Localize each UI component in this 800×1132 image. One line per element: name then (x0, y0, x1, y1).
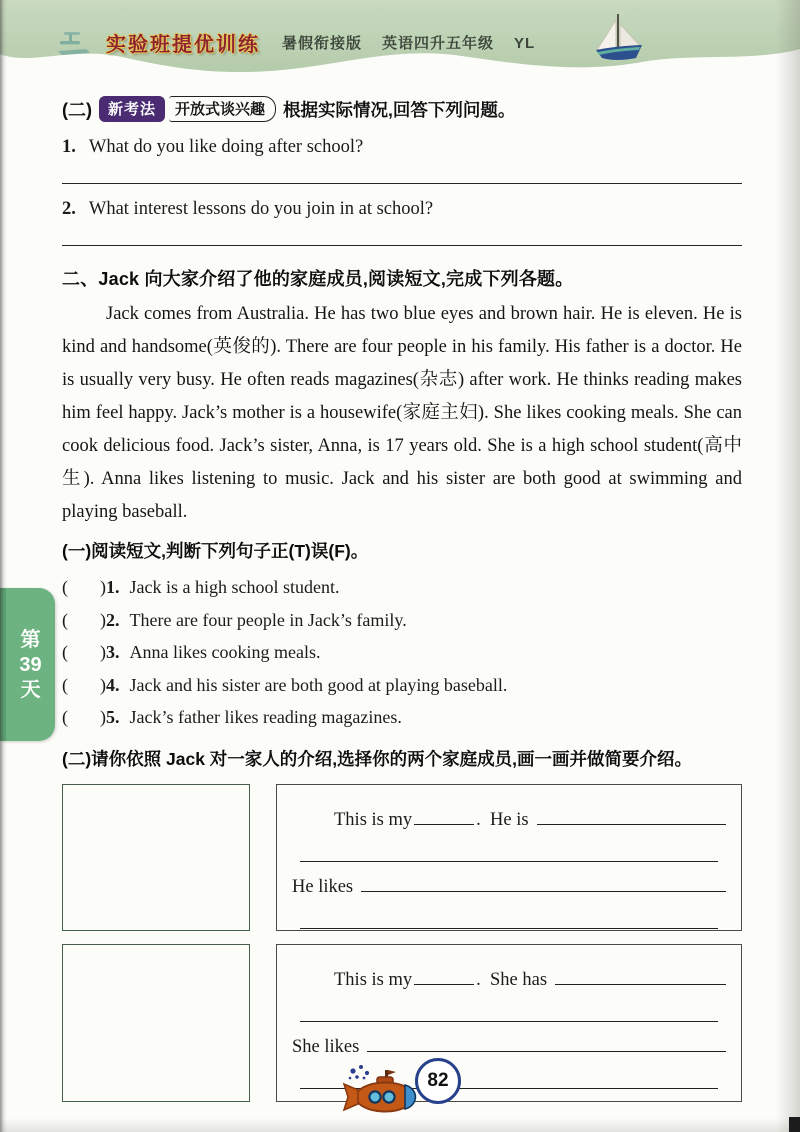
photo-edge-left (0, 0, 7, 1132)
card-likes-label: She likes (292, 1036, 360, 1057)
tf-item-2 (62, 604, 742, 637)
tf-text: Jack’s father likes reading magazines. (129, 707, 402, 727)
version-label: YL (514, 35, 536, 52)
answer-line-1 (62, 183, 742, 184)
question-text: What do you like doing after school? (88, 137, 364, 157)
question-text: What interest lessons do you join in at school? (88, 199, 434, 219)
fill-line (300, 861, 718, 862)
tf-number: 1. (106, 577, 120, 597)
new-method-badge: 新考法 (99, 96, 165, 122)
tf-item-5 (62, 701, 742, 734)
tf-number: 4. (106, 674, 120, 695)
answer-line-2 (62, 245, 742, 246)
card-sentence-mid: . He is (476, 809, 529, 830)
card-likes-label: He likes (292, 876, 354, 897)
fill-blank (367, 1032, 726, 1052)
tf-number: 3. (106, 642, 120, 662)
question-1 (62, 137, 742, 158)
page-footer (0, 1062, 800, 1114)
card-sentence-start: This is my (334, 969, 413, 990)
card-sentence-start: This is my (334, 809, 413, 830)
family-card-1 (62, 784, 742, 931)
fill-line (300, 928, 718, 929)
page-number: 82 (427, 1070, 449, 1091)
section-instruction: 根据实际情况,回答下列问题。 (283, 99, 516, 120)
question-2 (62, 199, 742, 220)
tf-answer-blank: ( ) (62, 674, 106, 695)
page-bottom-shadow (0, 1118, 800, 1132)
fill-blank (537, 805, 726, 825)
open-question-header (62, 96, 742, 122)
section-label: (二) (62, 100, 92, 120)
draw-task-heading: (二)请你依照 Jack 对一家人的介绍,选择你的两个家庭成员,画一画并做简要介绍。 (62, 748, 693, 769)
fill-blank (555, 965, 726, 985)
tf-text: Anna likes cooking meals. (129, 642, 321, 662)
tf-item-4 (62, 669, 742, 702)
page-content (0, 96, 800, 1102)
edition-label: 暑假衔接版 (282, 35, 363, 52)
tf-answer-blank: ( ) (62, 642, 106, 662)
tf-number: 2. (106, 609, 120, 630)
day-tab-text: 天 (20, 678, 41, 701)
drawing-box-1 (62, 784, 250, 931)
tf-text: Jack and his sister are both good at playing baseball. (129, 674, 508, 695)
fill-line (300, 1021, 718, 1022)
day-tab-number: 39 (19, 653, 42, 676)
day-tab-text: 第 (20, 628, 41, 651)
tf-text: Jack is a high school student. (129, 577, 340, 597)
day-39-tab (0, 588, 55, 741)
photo-corner-mark (789, 1117, 800, 1132)
page-number-badge (415, 1058, 461, 1104)
true-false-list (62, 571, 742, 734)
true-false-heading: (一)阅读短文,判断下列句子正(T)误(F)。 (62, 541, 369, 561)
tf-item-1 (62, 571, 742, 604)
reading-passage: Jack comes from Australia. He has two blue eyes and brown hair. He is eleven. He is kind and handsome(英俊的). There are four people in his family. His father is a doctor. He is usually very busy. He often reads magazines(杂志) after work. He thinks reading makes him feel happy. Jack’s mother is a housewife(家庭主妇). She likes cooking meals. She can cook delicious food. Jack’s sister, Anna, is 17 years old. She is a high school student(高中生). Anna likes listening to music. Jack and his sister are both good at swimming and playing baseball. (62, 304, 742, 522)
sailboat-icon (588, 12, 646, 66)
tf-answer-blank: ( ) (62, 577, 106, 597)
fill-blank (414, 965, 474, 985)
fill-blank (361, 872, 726, 892)
card-sentence-mid: . She has (476, 969, 548, 990)
series-title: 实验班提优训练 (106, 34, 260, 56)
tf-number: 5. (106, 707, 120, 727)
tf-text: There are four people in Jack’s family. (129, 609, 407, 630)
tf-item-3 (62, 636, 742, 669)
method-tag: 开放式谈兴趣 (169, 96, 276, 122)
grade-label: 英语四升五年级 (382, 35, 495, 52)
glider-icon (56, 29, 96, 57)
fill-blank (414, 805, 474, 825)
tf-answer-blank: ( ) (62, 707, 106, 727)
question-number: 2. (62, 199, 76, 219)
description-box-1 (276, 784, 742, 931)
header-banner (0, 0, 800, 80)
page-curve-shadow (776, 0, 800, 1132)
reading-section-heading: 二、Jack 向大家介绍了他的家庭成员,阅读短文,完成下列各题。 (62, 269, 574, 289)
tf-answer-blank: ( ) (62, 609, 106, 630)
question-number: 1. (62, 137, 76, 157)
